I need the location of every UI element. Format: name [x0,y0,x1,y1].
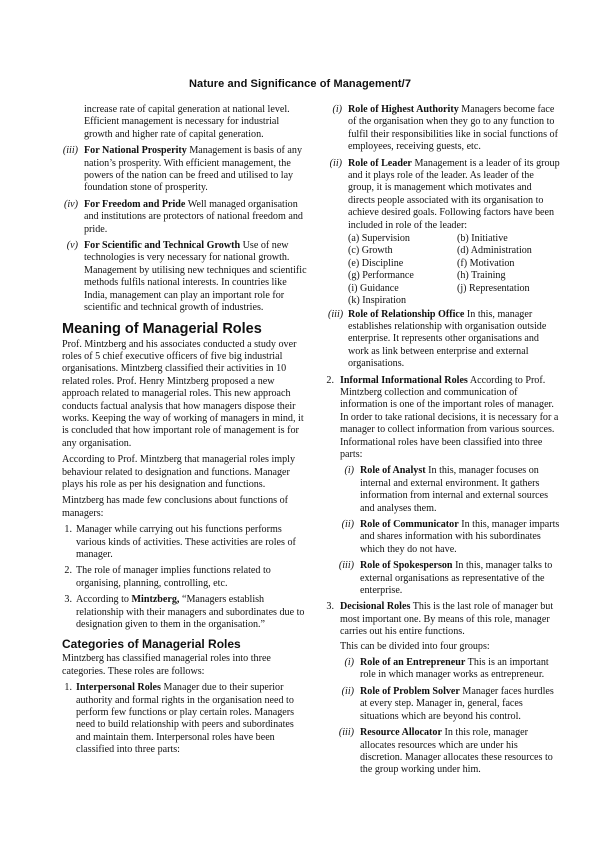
page-header: Nature and Significance of Management/7 [188,78,412,90]
factor-item: (b) Initiative [457,233,508,245]
meaning-paragraph-2: According to Prof. Mintzberg that managerial roles imply behaviour related to designation and functions. Manager plays his role as per his designation and functions. [62,454,296,490]
role-resource-allocator: (iii) Resource Allocator In this role, manager allocates resources which are under his discretion. Manager allocates these resources to the group working under him. [338,727,553,776]
category-decisional-roles: 3. Decisional Roles This is the last role of manager but most important one. By means of this role, manager carries out his entire functions. [326,601,554,638]
factor-item: (a) Supervision [348,233,410,245]
role-communicator: (ii) Role of Communicator In this, manager imparts and shares information with his subordinates which they do not have. [341,519,560,555]
role-problem-solver: (ii) Role of Problem Solver Manager faces hurdles at every step. Manager in, general, faces situations which are beyond his control. [341,685,554,722]
continuation-paragraph: increase rate of capital generation at national level. Efficient management is necessary for industrial growth and higher rate of capital generation. [84,104,290,140]
category-interpersonal-roles: 1. Interpersonal Roles Manager due to their superior authority and formal rights in the organisation need to perform few functions or play certain roles. Managers need to build relationship with peers and subordinates and maintain them. Interpersonal roles have been classified into three parts: [64,682,295,756]
meaning-paragraph-3: Mintzberg has made few conclusions about functions of managers: [62,495,289,519]
conclusion-item: 2. The role of manager implies functions related to organising, planning, controlling, etc. [64,565,271,589]
heading-meaning-managerial-roles: Meaning of Managerial Roles [62,320,262,337]
factor-item: (i) Guidance [348,282,399,294]
factor-item: (d) Administration [457,245,532,257]
role-highest-authority: (i) Role of Highest Authority Managers become face of the organisation when they go to any function to fulfil their responsibilities like in social functions of employees, receiving guests, etc. [332,104,558,153]
factor-item: (h) Training [457,270,506,282]
meaning-paragraph-1: Prof. Mintzberg and his associates conducted a study over roles of 5 chief executive officers of five big industrial organisations. Mintzberg classified their activities in 10 related roles. Prof. Henry Mintzberg proposed a new approach related to managerial roles. This new approach conducts factual analysis that how managers dispose their works. Keeping the way of working of managers in mind, it is concluded that how important role of management is for any organisation. [62,338,304,449]
category-informational-roles: 2. Informal Informational Roles According to Prof. Mintzberg collection and communication of information is one of the important roles of manager. In order to take rational decisions, it is necessary for a manager to collect information from various sources. Informational roles have been classified into three parts: [326,374,559,460]
conclusion-item: 1. Manager while carrying out his functions performs various kinds of activities. These activities are roles of manager. [64,524,296,560]
role-spokesperson: (iii) Role of Spokesperson In this, manager talks to external organisations as representative of the enterprise. [338,560,553,597]
decisional-groups-intro: This can be divided into four groups: [340,640,490,652]
point-national-prosperity: (iii) For National Prosperity Management is basis of any nation’s prosperity. With efficient management, the powers of the nation can be freed and utilised to lay foundation stone of prosperity. [62,145,303,194]
role-entrepreneur: (i) Role of an Entrepreneur This is an important role in which manager works as entrepreneur. [344,657,549,681]
left-column [62,104,307,761]
factor-item: (f) Motivation [457,257,515,269]
point-freedom-pride: (iv) For Freedom and Pride Well managed organisation and institutions are protectors of national freedom and pride. [63,198,303,235]
factor-item: (c) Growth [348,245,393,257]
factor-item: (j) Representation [457,282,530,294]
factor-item: (k) Inspiration [348,295,407,307]
factor-item: (g) Performance [348,270,414,282]
heading-categories-managerial-roles: Categories of Managerial Roles [62,637,241,652]
categories-paragraph: Mintzberg has classified managerial roles into three categories. These roles are follows: [62,653,271,677]
role-relationship-office: (iii) Role of Relationship Office In this, manager establishes relationship with organisation outside enterprise. It represents other organisations and work as link between enterprise and external organisations. [328,308,547,370]
factor-item: (e) Discipline [348,257,404,269]
role-analyst: (i) Role of Analyst In this, manager focuses on internal and external environment. It gathers information from internal and external sources and analyses them. [344,465,549,514]
leader-factors-list [328,233,560,307]
point-scientific-growth: (v) For Scientific and Technical Growth Use of new technologies is very necessary for national growth. Management by utilising new techniques and scientific methods fulfils national interests. In countries like India, management can play an important role for scientific and technical growth of industries. [66,240,307,314]
right-column [328,104,560,781]
conclusion-item: 3. According to Mintzberg, “Managers establish relationship with their managers and subordinates due to designation given to them in the organisation.” [64,594,305,631]
role-leader: (ii) Role of Leader Management is a leader of its group and it plays role of the leader. As leader of the group, it is management which motivates and directs people associated with its organisation to achieve desired goals. Following factors have been included in role of the leader: [329,157,560,231]
